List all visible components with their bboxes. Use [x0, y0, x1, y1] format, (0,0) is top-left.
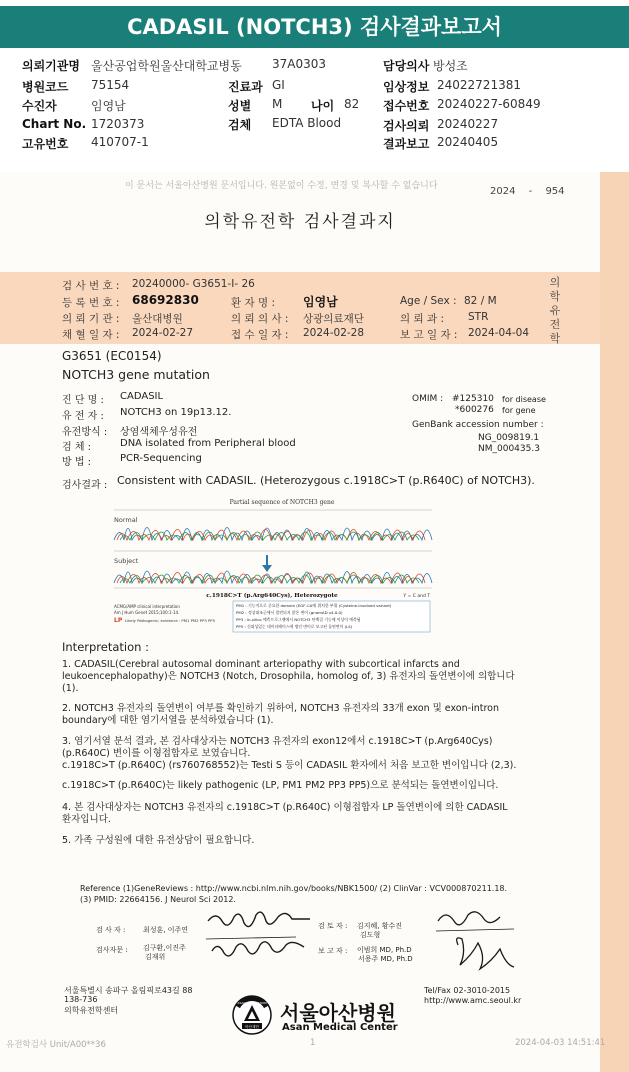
- specimen-label: 검체: [228, 118, 252, 132]
- agesex-value: 82 / M: [464, 295, 497, 307]
- omim-gene: *600276: [455, 405, 494, 415]
- doctor-label: 담당의사: [383, 59, 430, 73]
- receipt-value: 20240227-60849: [437, 97, 541, 111]
- interp-line: c.1918C>T (p.R640C) (rs760768552)는 Testi S 등이 CADASIL 환자에서 처음 보고한 변이입니다 (2,3).: [62, 760, 517, 771]
- doc-no: 954: [545, 186, 565, 197]
- logo-subtext: 아산재단: [245, 1025, 259, 1029]
- hospital-center: 의학유전학센터: [64, 1006, 119, 1015]
- interpretation-title: Interpretation :: [62, 640, 149, 654]
- examiner-value: 최성훈, 이주연: [143, 926, 189, 934]
- doc-year: 2024: [490, 186, 516, 197]
- result-value: Consistent with CADASIL. (Heterozygous c.1918C>T (p.R640C) of NOTCH3).: [117, 474, 535, 487]
- reporter-value-1: 이범희 MD, Ph.D: [357, 946, 412, 954]
- criteria-pm2: PM2 : 정상대조군에서 발견되지 않은 변이 (gnomAD v4.0.0): [236, 610, 343, 615]
- req-dept-label: 의 뢰 과 :: [400, 313, 444, 325]
- variant-label: c.1918C>T (p.Arg640Cys), Heterozygote: [206, 593, 338, 599]
- y-label: Y = C and T: [403, 594, 430, 599]
- paper-edge-stripe: [600, 172, 629, 1072]
- acmg-line1: ACMG/AMP clinical interpretation: [114, 604, 180, 609]
- reference-line-2: (3) PMID: 22664156. J Neurol Sci 2012.: [80, 895, 236, 904]
- specimen-type-value: DNA isolated from Peripheral blood: [120, 438, 296, 449]
- examiner-label: 검 사 자 :: [96, 926, 126, 934]
- patient-value: 임영남: [303, 295, 338, 309]
- interp-line: (1).: [62, 683, 79, 694]
- variant-arrow-icon: [262, 555, 272, 572]
- gene-value: NOTCH3 on 19p13.12.: [120, 407, 232, 418]
- exam-no-value: 20240000- G3651-I- 26: [132, 278, 255, 290]
- side-char: 학: [549, 332, 561, 345]
- receive-label: 접 수 일 자 :: [231, 329, 289, 341]
- criteria-pp5: PP5 : 신뢰성있는 데이터베이스에 병인 변이로 보고된 돌연변이 (LS): [236, 624, 353, 629]
- recipient-value: 임영남: [91, 99, 126, 113]
- dept-label: 진료과: [228, 80, 263, 94]
- side-char: 학: [549, 290, 561, 303]
- req-dept-value: STR: [468, 311, 489, 323]
- interp-line: 3. 염기서열 분석 결과, 본 검사대상자는 NOTCH3 유전자의 exon12에서 c.1918C>T (p.Arg640Cys): [62, 736, 493, 747]
- advisor-value-2: 김재위: [145, 953, 166, 961]
- req-inst-label: 의 뢰 기 관 :: [62, 313, 120, 325]
- criteria-pm1: PM1 : 기능적으로 중요한 domain (EGF-CA에 위치한 부위 (Cysteine-involved variant): [236, 603, 392, 608]
- report-date-label: 결과보고: [383, 137, 430, 151]
- logo-text: ASAN FOUNDATION: [237, 1001, 267, 1005]
- unique-label: 고유번호: [22, 137, 69, 151]
- dept-value: GI: [272, 78, 285, 92]
- collect-value: 2024-02-27: [132, 327, 194, 339]
- asan-foundation-logo: [232, 995, 272, 1035]
- agesex-label: Age / Sex :: [400, 295, 457, 307]
- patient-info-grid: [0, 50, 629, 166]
- omim-disease: #125310: [452, 394, 494, 404]
- interp-line: leukoencephalopathy)은 NOTCH3 (Notch, Drosophila, homolog of, 3) 유전자의 돌연변이에 의합니다: [62, 671, 515, 682]
- signature-examiner: [200, 905, 320, 967]
- req-doc-value: 상광의료재단: [303, 313, 364, 325]
- advisor-value-1: 김구환,이진주: [143, 944, 186, 952]
- chromatogram-svg: [112, 495, 437, 635]
- sex-label: 성별: [228, 99, 252, 113]
- hospital-name-en: Asan Medical Center: [282, 1022, 398, 1033]
- advisor-label: 검사자문 :: [96, 946, 128, 954]
- genbank-label: GenBank accession number :: [412, 420, 544, 430]
- footer-left: 유전학검사 Unit/A00**36: [6, 1040, 106, 1050]
- interp-line: boundary에 대한 염기서열을 분석하였습니다 (1).: [62, 715, 274, 726]
- side-char: 전: [549, 318, 561, 331]
- reg-no-label: 등 록 번 호 :: [62, 297, 120, 309]
- document-number: [490, 186, 565, 197]
- side-char: 유: [549, 304, 561, 317]
- document-title: 의학유전학 검사결과지: [204, 212, 396, 232]
- hospital-code-value: 75154: [91, 78, 130, 92]
- interp-line: 2. NOTCH3 유전자의 돌연변이 여부를 확인하기 위하여, NOTCH3 유전자의 33개 exon 및 exon-intron: [62, 703, 499, 714]
- result-label: 검사결과 :: [62, 480, 108, 491]
- footer-timestamp: 2024-04-03 14:51:41: [515, 1038, 606, 1048]
- side-char: 의: [549, 276, 561, 289]
- sex-value: M: [272, 97, 283, 111]
- chart-label: Chart No.: [22, 117, 87, 131]
- normal-label: Normal: [114, 516, 138, 524]
- band-side-label: [548, 276, 562, 346]
- omim-gene-note: for gene: [502, 406, 536, 415]
- clinical-value: 24022721381: [437, 78, 521, 92]
- req-inst-value: 울산대병원: [132, 313, 183, 325]
- gene-label: 유 전 자 :: [62, 411, 104, 422]
- interp-line: 5. 가족 구성원에 대한 유전상담이 필요합니다.: [62, 835, 255, 846]
- genbank-nm: NM_000435.3: [478, 444, 540, 454]
- method-label: 방 법 :: [62, 457, 92, 468]
- omim-disease-note: for disease: [502, 395, 546, 404]
- hospital-tel: Tel/Fax 02-3010-2015: [424, 986, 511, 995]
- receive-value: 2024-02-28: [303, 327, 365, 339]
- genbank-ng: NG_009819.1: [478, 433, 540, 443]
- chart-value: 1720373: [91, 117, 145, 131]
- hospital-web: http://www.amc.seoul.kr: [424, 996, 522, 1005]
- doc-dash: -: [528, 186, 533, 197]
- recipient-label: 수진자: [22, 99, 57, 113]
- req-doc-label: 의 뢰 의 사 :: [231, 313, 289, 325]
- institution-label: 의뢰기관명: [22, 59, 80, 73]
- footer-page: 1: [310, 1038, 316, 1048]
- doctor-value: 방성조: [433, 59, 468, 73]
- signature-reviewer: [430, 905, 520, 977]
- reference-line-1: Reference (1)GeneReviews : http://www.ncbi.nlm.nih.gov/books/NBK1500/ (2) ClinVar : VCV000870211.18.: [80, 884, 508, 893]
- interp-line: 1. CADASIL(Cerebral autosomal dominant arteriopathy with subcortical infarcts and: [62, 659, 460, 670]
- report-date-value: 20240405: [437, 135, 499, 149]
- inherit-value: 상염색체우성유전: [120, 427, 198, 438]
- reporter-label: 보 고 자 :: [318, 947, 348, 955]
- age-value: 82: [344, 97, 360, 111]
- subject-trace: [114, 571, 432, 583]
- exam-no-label: 검 사 번 호 :: [62, 280, 120, 292]
- patient-label: 환 자 명 :: [231, 297, 275, 309]
- inherit-label: 유전방식 :: [62, 427, 108, 438]
- request-label: 검사의뢰: [383, 119, 430, 133]
- diag-label: 진 단 명 :: [62, 395, 104, 406]
- omim-label: OMIM :: [412, 394, 444, 404]
- request-value: 20240227: [437, 117, 499, 131]
- test-name: NOTCH3 gene mutation: [62, 367, 210, 382]
- institution-code: 37A0303: [272, 57, 327, 71]
- reviewer-value-1: 김지혜, 황수진: [357, 922, 403, 930]
- reporter-value-2: 서용주 MD, Ph.D: [358, 955, 413, 963]
- normal-trace: [114, 528, 432, 541]
- reviewer-value-2: 김도형: [360, 931, 381, 939]
- interp-line: 4. 본 검사대상자는 NOTCH3 유전자의 c.1918C>T (p.R640C) 이형접합자 LP 돌연변이에 의한 CADASIL: [62, 802, 508, 813]
- receipt-label: 접수번호: [383, 99, 430, 113]
- report-value: 2024-04-04: [468, 327, 530, 339]
- specimen-value: EDTA Blood: [272, 116, 342, 130]
- lp-badge: LP: [114, 617, 123, 624]
- report-label: 보 고 일 자 :: [400, 329, 458, 341]
- acmg-line2: Am J Hum Genet 2015;100:1-14.: [114, 610, 180, 615]
- reviewer-label: 검 토 자 :: [318, 922, 348, 930]
- age-label: 나이: [311, 99, 335, 113]
- hospital-address-1: 서울특별시 송파구 올림픽로43길 88: [64, 986, 193, 995]
- interp-line: c.1918C>T (p.R640C)는 likely pathogenic (LP, PM1 PM2 PP3 PP5)으로 분석되는 돌연변이입니다.: [62, 780, 499, 791]
- institution-value: 울산공업학원울산대학교병동: [91, 59, 242, 73]
- interp-line: 환자입니다.: [62, 814, 111, 825]
- figure-title: Partial sequence of NOTCH3 gene: [229, 499, 335, 506]
- sequence-figure: [112, 495, 437, 635]
- report-title-banner: CADASIL (NOTCH3) 검사결과보고서: [0, 6, 629, 48]
- specimen-type-label: 검 체 :: [62, 442, 92, 453]
- hospital-address-2: 138-736: [64, 995, 98, 1004]
- test-code: G3651 (EC0154): [62, 349, 162, 363]
- hospital-name-ko: 서울아산병원: [280, 1001, 396, 1025]
- subject-label: Subject: [114, 557, 139, 565]
- interp-line: (p.R640C) 변이를 이형접합자로 보였습니다.: [62, 748, 251, 759]
- copy-watermark: 이 문서는 서울아산병원 문서입니다. 원본없이 수정, 변경 및 복사할 수 없습니다: [125, 181, 438, 191]
- collect-label: 채 혈 일 자 :: [62, 329, 120, 341]
- hospital-code-label: 병원코드: [22, 80, 69, 94]
- diag-value: CADASIL: [120, 391, 164, 402]
- criteria-pp3: PP3 : in-silico 예측프로그램에서 NOTCH3 단백질 기능에 이상이 예측됨: [236, 617, 361, 622]
- lp-text: Likely Pathogenic; evidence : PM1 PM2 PP3 PP5: [125, 618, 216, 623]
- clinical-label: 임상정보: [383, 80, 430, 94]
- reg-no-value: 68692830: [132, 293, 199, 307]
- unique-value: 410707-1: [91, 135, 149, 149]
- method-value: PCR-Sequencing: [120, 453, 202, 464]
